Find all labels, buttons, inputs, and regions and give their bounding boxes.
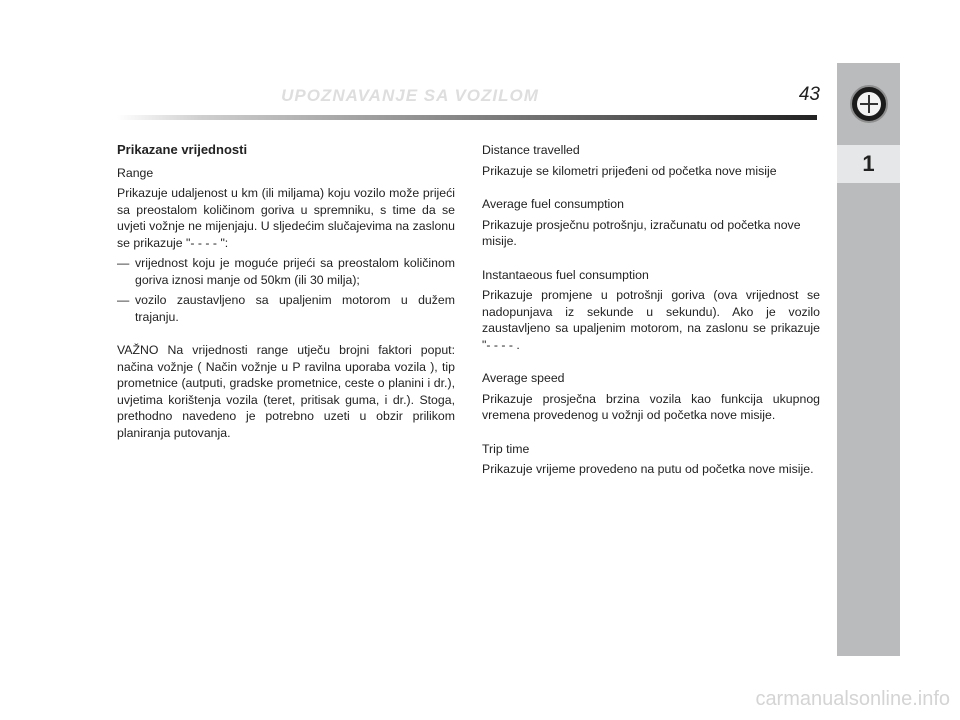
right-column (482, 142, 820, 478)
important-note: VAŽNO Na vrijednosti range utječu brojni faktori poput: načina vožnje ( Način vožnje u P ravilna uporaba vozila ), tip prometnice (autputi, gradske prometnice, ceste o planini i dr.), uvjetima korištenja vozila (teret, pritisak guma, i dr.). Stoga, prethodno navedeno je potrebno uzeti u obzir prilikom planiranja putovanja. (117, 343, 455, 440)
bullet-text: vozilo zaustavljeno sa upaljenim motorom u dužem trajanju. (135, 293, 455, 324)
page-header-title: UPOZNAVANJE SA VOZILOM (281, 86, 539, 105)
watermark: carmanualsonline.info (755, 688, 950, 710)
item-label-average-speed: Average speed (482, 371, 565, 385)
page-number: 43 (798, 84, 820, 105)
item-text-trip-time: Prikazuje vrijeme provedeno na putu od početka nove misije. (482, 462, 814, 476)
item-text-instant-consumption: Prikazuje promjene u potrošnji goriva (ova vrijednost se nadopunjava iz sekunde u sekundu). Ako je vozilo zaustavljeno sa upaljenim motorom, na zaslonu se prikazuje "- - - - . (482, 288, 820, 352)
item-text-average-speed: Prikazuje prosječna brzina vozila kao funkcija ukupnog vremena provedenog u vožnji od početka nove misije. (482, 391, 820, 422)
dash-mark: — (117, 256, 130, 270)
item-label-instant-consumption: Instantaeous fuel consumption (482, 267, 649, 282)
bullet-text: vrijednost koju je moguće prijeći sa preostalom količinom goriva iznosi manje od 50km (ili 30 milja); (135, 256, 455, 287)
chapter-number: 1 (837, 145, 900, 183)
item-text-distance: Prikazuje se kilometri prijeđeni od početka nove misije (482, 163, 777, 178)
item-label-trip-time: Trip time (482, 441, 530, 456)
item-text-average-consumption: Prikazuje prosječnu potrošnju, izračunatu od početka nove misije. (482, 217, 801, 248)
bullet-item (117, 255, 455, 288)
item-label-distance: Distance travelled (482, 143, 580, 157)
item-label-average-consumption: Average fuel consumption (482, 197, 624, 211)
section-heading: Prikazane vrijednosti (117, 142, 248, 157)
left-column (117, 142, 455, 441)
dash-mark: — (117, 293, 130, 307)
header-divider (117, 115, 817, 120)
range-label: Range (117, 165, 154, 180)
bullet-item (117, 292, 455, 325)
range-description: Prikazuje udaljenost u km (ili miljama) koju vozilo može prijeći sa preostalom količinom goriva u spremniku, s time da se uvjeti vožnje ne mijenjaju. U sljedećim slučajevima na zaslonu se prikazuje "- - - - ": (117, 186, 455, 250)
alfa-romeo-badge-icon (850, 85, 888, 123)
